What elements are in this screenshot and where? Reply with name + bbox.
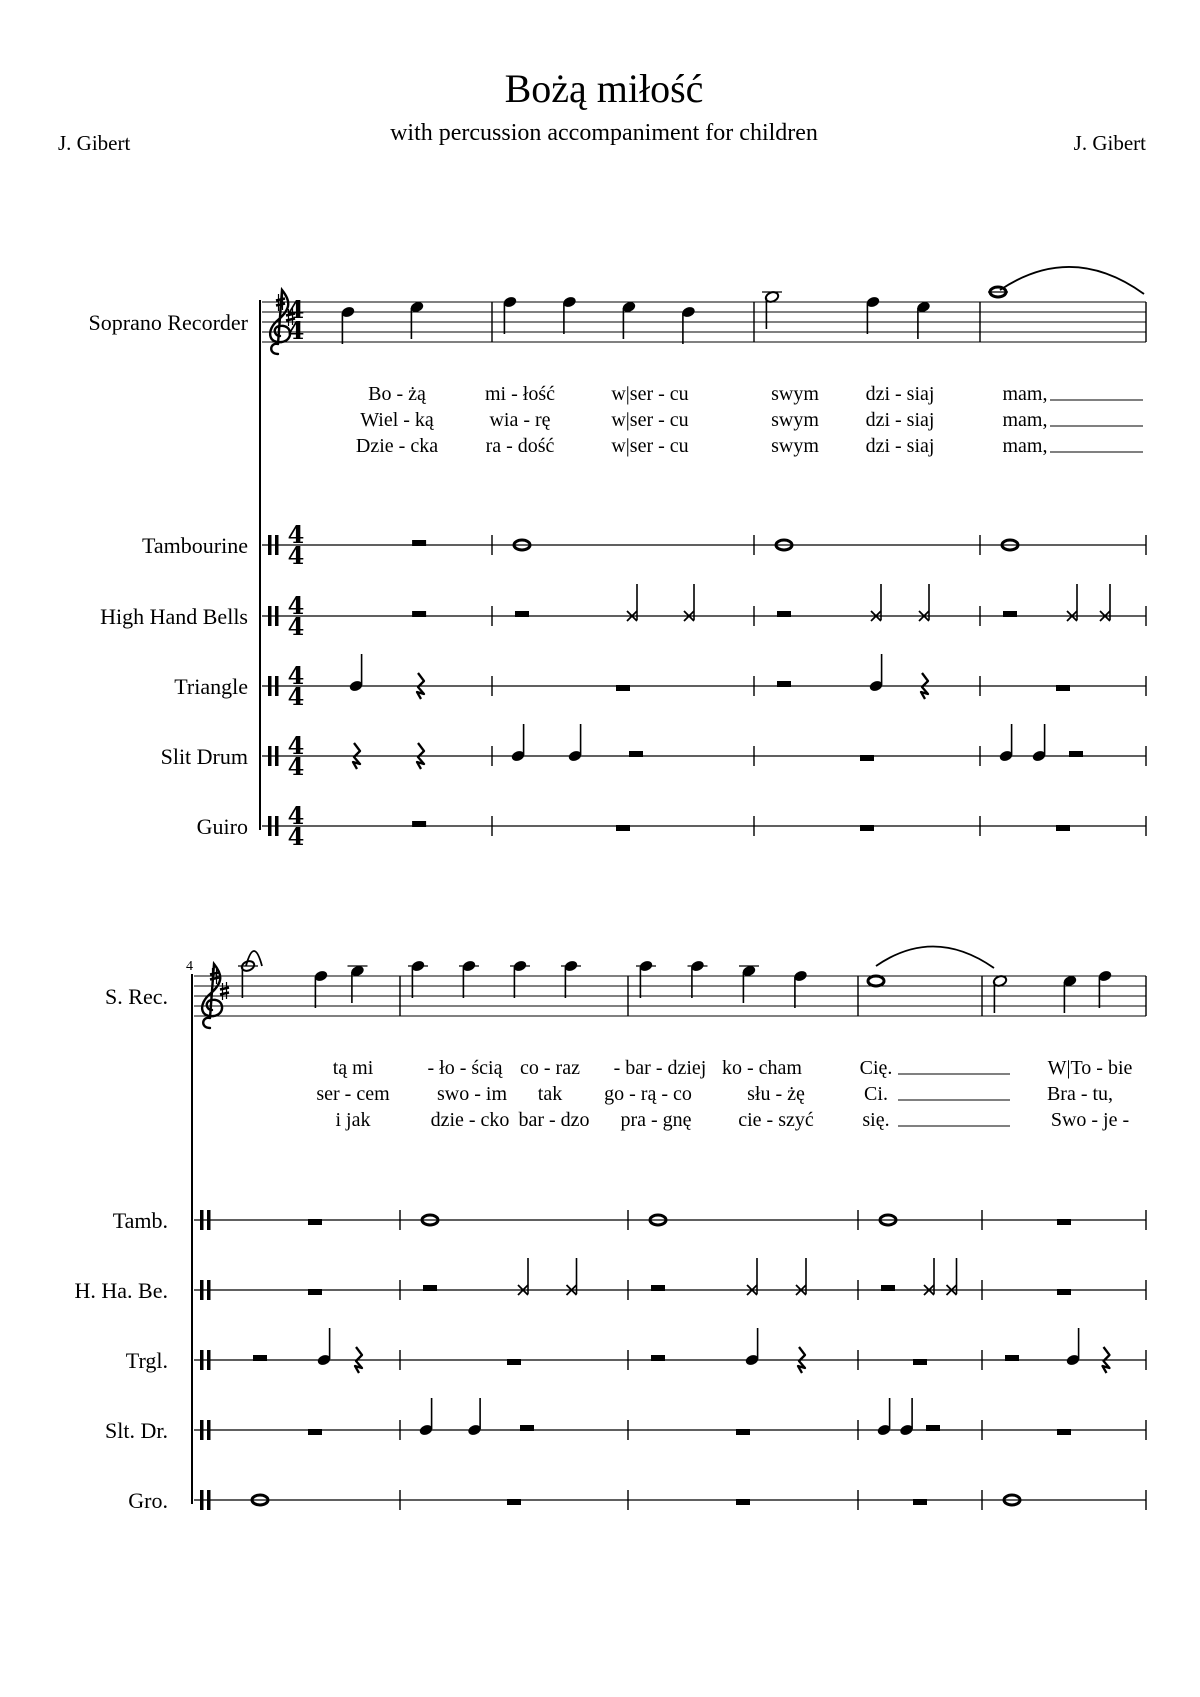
half-rest xyxy=(629,751,643,757)
half-rest xyxy=(1005,1355,1019,1361)
lyric-syllable: mam, xyxy=(1002,409,1048,431)
lyric-syllable: W|To - bie xyxy=(1047,1057,1133,1079)
lyric-syllable: co - raz xyxy=(520,1057,580,1079)
header xyxy=(58,66,1146,155)
lyric-syllable: Ci. xyxy=(864,1083,888,1105)
percussion-clef xyxy=(207,1490,211,1510)
percussion-note xyxy=(1031,724,1046,763)
lyric-syllable: wia - rę xyxy=(489,409,551,431)
whole-rest xyxy=(913,1359,927,1365)
recorder-note xyxy=(868,976,884,986)
time-signature-numerator: 4 xyxy=(287,520,305,549)
instrument-label: Slt. Dr. xyxy=(105,1418,168,1443)
recorder-note xyxy=(762,290,782,329)
half-rest xyxy=(777,681,791,687)
recorder-note xyxy=(408,959,428,998)
lyric-syllable: w|ser - cu xyxy=(611,435,689,457)
recorder-note xyxy=(502,295,517,334)
percussion-clef xyxy=(207,1280,211,1300)
recorder-note xyxy=(313,969,328,1008)
percussion-staff xyxy=(75,1258,1146,1303)
lyric-syllable: mi - łość xyxy=(485,383,555,405)
lyric-syllable: cie - szyć xyxy=(738,1109,814,1131)
page-subtitle: with percussion accompaniment for children xyxy=(390,120,818,146)
percussion-clef xyxy=(275,606,279,626)
arranger-credit: J. Gibert xyxy=(1073,131,1146,155)
time-signature-numerator: 4 xyxy=(287,731,305,760)
lyric-syllable: ko - cham xyxy=(722,1057,802,1079)
lyric-syllable: mam, xyxy=(1002,435,1048,457)
half-rest xyxy=(651,1285,665,1291)
lyric-line xyxy=(316,1083,1113,1105)
percussion-clef xyxy=(200,1280,204,1300)
recorder-note xyxy=(510,959,530,998)
recorder-note xyxy=(1097,969,1112,1008)
lyric-syllable: Wiel - ką xyxy=(360,409,434,431)
percussion-staff xyxy=(197,801,1146,851)
lyric-syllable: swym xyxy=(771,435,819,457)
half-rest xyxy=(412,821,426,827)
whole-rest xyxy=(736,1429,750,1435)
music-notation xyxy=(75,267,1146,1513)
time-signature-denominator: 4 xyxy=(287,316,305,345)
lyric-syllable: w|ser - cu xyxy=(611,409,689,431)
instrument-label: Guiro xyxy=(196,814,248,839)
whole-rest xyxy=(860,825,874,831)
recorder-note xyxy=(1062,974,1077,1013)
percussion-clef xyxy=(268,676,272,696)
time-signature-denominator: 4 xyxy=(287,822,305,851)
percussion-clef xyxy=(275,746,279,766)
recorder-note xyxy=(988,287,1008,297)
percussion-staff xyxy=(105,1398,1146,1443)
percussion-clef xyxy=(207,1210,211,1230)
percussion-clef xyxy=(275,676,279,696)
time-signature-numerator: 4 xyxy=(287,295,305,324)
time-signature-denominator: 4 xyxy=(287,612,305,641)
time-signature-denominator: 4 xyxy=(287,541,305,570)
lyric-syllable: w|ser - cu xyxy=(611,383,689,405)
percussion-clef xyxy=(200,1210,204,1230)
time-signature-numerator: 4 xyxy=(287,661,305,690)
lyric-syllable: tak xyxy=(537,1083,563,1105)
percussion-note xyxy=(998,724,1013,763)
lyric-line xyxy=(333,1057,1133,1079)
whole-rest xyxy=(308,1289,322,1295)
lyric-syllable: ra - dość xyxy=(485,435,555,457)
lyric-syllable: dzie - cko xyxy=(430,1109,510,1131)
instrument-label: Slit Drum xyxy=(160,744,248,769)
percussion-staff xyxy=(113,1208,1146,1233)
instrument-label: Tambourine xyxy=(142,533,248,558)
instrument-label: High Hand Bells xyxy=(100,604,248,629)
percussion-clef xyxy=(268,535,272,555)
percussion-note xyxy=(744,1328,759,1367)
whole-rest xyxy=(308,1219,322,1225)
lyric-syllable: słu - żę xyxy=(747,1083,805,1105)
recorder-note xyxy=(238,959,258,998)
half-rest xyxy=(881,1285,895,1291)
lyric-syllable: ser - cem xyxy=(316,1083,390,1105)
recorder-staff xyxy=(89,267,1146,457)
instrument-label: Tamb. xyxy=(112,1208,168,1233)
instrument-label: H. Ha. Be. xyxy=(74,1278,168,1303)
instrument-label: Soprano Recorder xyxy=(88,310,248,335)
lyric-syllable: Swo - je - xyxy=(1050,1109,1130,1131)
percussion-clef xyxy=(275,816,279,836)
percussion-staff xyxy=(100,584,1146,641)
lyric-line xyxy=(356,435,1143,457)
percussion-staff xyxy=(161,724,1146,781)
recorder-note xyxy=(348,964,368,1003)
half-rest xyxy=(412,611,426,617)
recorder-note xyxy=(739,964,759,1003)
recorder-note xyxy=(992,974,1007,1013)
percussion-clef xyxy=(268,816,272,836)
whole-rest xyxy=(1057,1219,1071,1225)
percussion-note xyxy=(868,654,883,693)
instrument-label: Trgl. xyxy=(125,1348,168,1373)
recorder-note xyxy=(459,959,479,998)
percussion-clef xyxy=(275,535,279,555)
recorder-note xyxy=(865,295,880,334)
lyric-syllable: swo - im xyxy=(437,1083,507,1105)
lyric-syllable: Cię. xyxy=(859,1057,893,1079)
whole-rest xyxy=(1056,685,1070,691)
percussion-clef xyxy=(200,1350,204,1370)
lyric-syllable: tą mi xyxy=(332,1057,374,1079)
lyric-syllable: Dzie - cka xyxy=(355,435,439,457)
half-rest xyxy=(1069,751,1083,757)
lyric-syllable: dzi - siaj xyxy=(865,435,935,457)
half-rest xyxy=(412,540,426,546)
percussion-note xyxy=(510,724,525,763)
percussion-clef xyxy=(200,1420,204,1440)
percussion-note xyxy=(467,1398,482,1437)
half-rest xyxy=(253,1355,267,1361)
lyric-line xyxy=(368,383,1143,405)
composer-credit: J. Gibert xyxy=(58,131,131,155)
percussion-clef xyxy=(268,606,272,626)
percussion-note xyxy=(348,654,363,693)
whole-rest xyxy=(736,1499,750,1505)
whole-rest xyxy=(1056,825,1070,831)
slur xyxy=(1000,267,1144,294)
recorder-note xyxy=(340,305,355,344)
whole-rest xyxy=(616,685,630,691)
whole-rest xyxy=(616,825,630,831)
lyric-syllable: swym xyxy=(771,383,819,405)
lyric-syllable: Bo - żą xyxy=(368,383,426,405)
whole-rest xyxy=(860,755,874,761)
lyric-syllable: bar - dzo xyxy=(518,1109,590,1131)
instrument-label: Triangle xyxy=(174,674,248,699)
half-rest xyxy=(1003,611,1017,617)
percussion-note xyxy=(316,1328,331,1367)
half-rest xyxy=(520,1425,534,1431)
half-rest xyxy=(926,1425,940,1431)
lyric-syllable: dzi - siaj xyxy=(865,383,935,405)
half-rest xyxy=(423,1285,437,1291)
time-signature-denominator: 4 xyxy=(287,682,305,711)
percussion-note xyxy=(567,724,582,763)
recorder-note xyxy=(636,959,656,998)
lyric-syllable: swym xyxy=(771,409,819,431)
recorder-note xyxy=(916,300,931,339)
lyric-syllable: - ło - ścią xyxy=(427,1057,503,1079)
time-signature-numerator: 4 xyxy=(287,801,305,830)
recorder-note xyxy=(793,969,808,1008)
whole-rest xyxy=(507,1499,521,1505)
percussion-note xyxy=(876,1398,891,1437)
whole-rest xyxy=(1057,1289,1071,1295)
percussion-note xyxy=(1065,1328,1080,1367)
percussion-staff xyxy=(174,654,1146,711)
whole-rest xyxy=(507,1359,521,1365)
recorder-staff xyxy=(105,946,1146,1131)
page-title: Bożą miłość xyxy=(504,66,704,111)
percussion-clef xyxy=(200,1490,204,1510)
percussion-note xyxy=(899,1398,914,1437)
lyric-line xyxy=(336,1109,1130,1131)
lyric-syllable: się. xyxy=(862,1109,890,1131)
whole-rest xyxy=(913,1499,927,1505)
half-rest xyxy=(515,611,529,617)
percussion-clef xyxy=(268,746,272,766)
percussion-clef xyxy=(207,1420,211,1440)
time-signature-denominator: 4 xyxy=(287,752,305,781)
percussion-note xyxy=(418,1398,433,1437)
recorder-note xyxy=(561,959,581,998)
recorder-note xyxy=(562,295,577,334)
slur xyxy=(876,946,994,968)
whole-rest xyxy=(308,1429,322,1435)
lyric-syllable: pra - gnę xyxy=(620,1109,692,1131)
system-1 xyxy=(89,267,1146,851)
measure-number: 4 xyxy=(186,959,193,974)
instrument-label: S. Rec. xyxy=(105,984,168,1009)
lyric-syllable: Bra - tu, xyxy=(1046,1083,1114,1105)
lyric-syllable: i jak xyxy=(335,1109,371,1131)
lyric-line xyxy=(360,409,1143,431)
lyric-syllable: - bar - dziej xyxy=(613,1057,707,1079)
recorder-note xyxy=(681,305,696,344)
notehead xyxy=(868,976,884,986)
whole-rest xyxy=(1057,1429,1071,1435)
recorder-note xyxy=(688,959,708,998)
recorder-note xyxy=(409,300,424,339)
half-rest xyxy=(651,1355,665,1361)
lyric-syllable: mam, xyxy=(1002,383,1048,405)
time-signature-numerator: 4 xyxy=(287,591,305,620)
percussion-staff xyxy=(126,1328,1146,1373)
lyric-syllable: go - rą - co xyxy=(604,1083,692,1105)
percussion-clef xyxy=(207,1350,211,1370)
instrument-label: Gro. xyxy=(128,1488,168,1513)
system-2 xyxy=(75,946,1146,1513)
lyric-syllable: dzi - siaj xyxy=(865,409,935,431)
sharp-accidental xyxy=(220,982,229,1000)
recorder-note xyxy=(621,300,636,339)
percussion-staff xyxy=(128,1488,1146,1513)
percussion-staff xyxy=(142,520,1146,570)
half-rest xyxy=(777,611,791,617)
